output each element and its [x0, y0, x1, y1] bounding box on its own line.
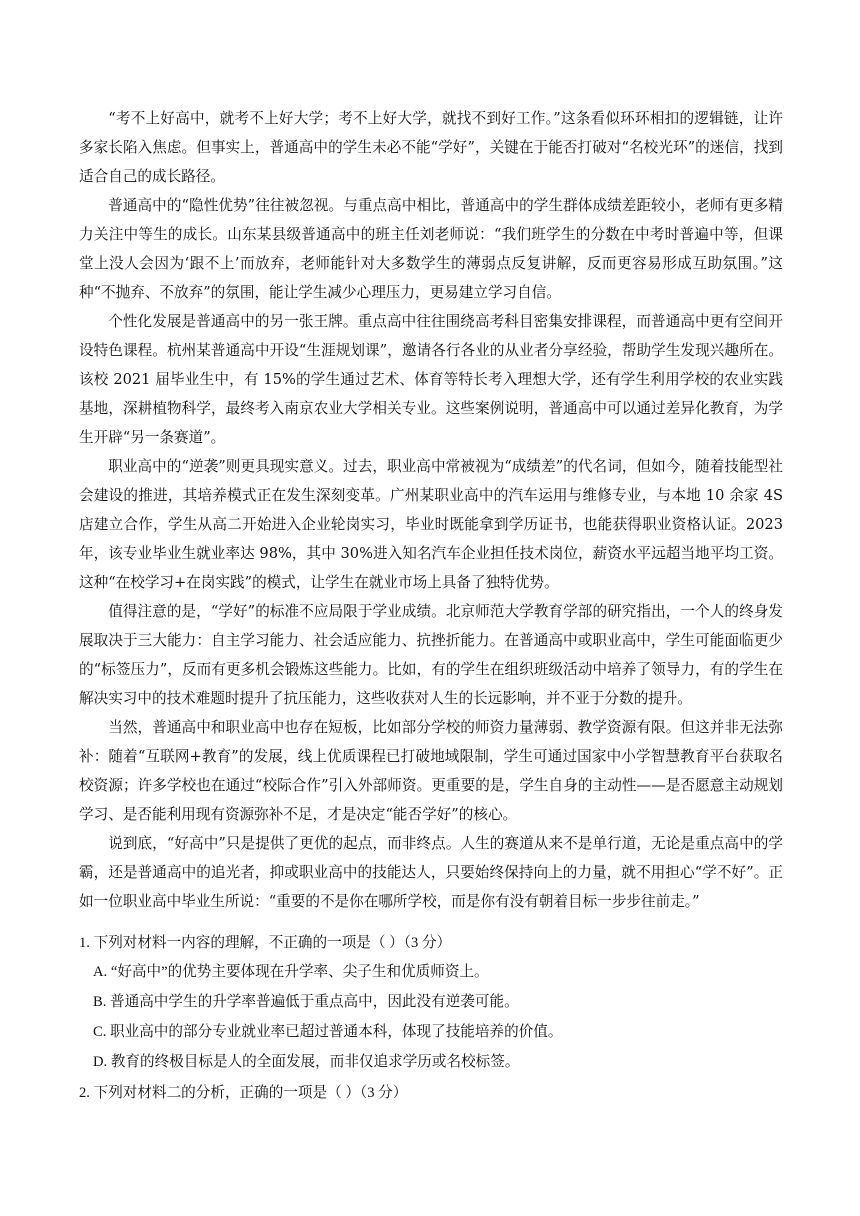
question-2-stem: 2. 下列对材料二的分析，正确的一项是（ ）（3 分） [79, 1085, 408, 1101]
question-1-option-b: B. 普通高中学生的升学率普遍低于重点高中，因此没有逆袭可能。 [93, 994, 519, 1010]
passage-paragraph: 职业高中的“逆袭”则更具现实意义。过去，职业高中常被视为“成绩差”的代名词，但如今，随着技能型社会建设的推进，其培养模式正在发生深刻变革。广州某职业高中的汽车运用与维修专业，与本地 10 余家 4S 店建立合作，学生从高二开始进入企业轮岗实习，毕业时既能拿到学历证书，也能获得职业资格认证。2023 年，该专业毕业生就业率达 98%，其中 30%进入知名汽车企业担任技术岗位，薪资水平远超当地平均工资。这种“在校学习+在岗实践”的模式，让学生在就业市场上具备了独特优势。 [79, 458, 783, 591]
question-1-option-a: A. “好高中”的优势主要体现在升学率、尖子生和优质师资上。 [93, 964, 489, 980]
passage-paragraph: “考不上好高中，就考不上好大学；考不上好大学，就找不到好工作。”这条看似环环相扣的逻辑链，让许多家长陷入焦虑。但事实上，普通高中的学生未必不能“学好”，关键在于能否打破对“名校光环”的迷信，找到适合自己的成长路径。 [79, 110, 783, 185]
passage-paragraph: 说到底，“好高中”只是提供了更优的起点，而非终点。人生的赛道从来不是单行道，无论是重点高中的学霸，还是普通高中的追光者，抑或职业高中的技能达人，只要始终保持向上的力量，就不用担心“学不好”。正如一位职业高中毕业生所说：“重要的不是你在哪所学校，而是你有没有朝着目标一步步往前走。” [79, 835, 783, 910]
passage-paragraph: 个性化发展是普通高中的另一张王牌。重点高中往往围绕高考科目密集安排课程，而普通高中更有空间开设特色课程。杭州某普通高中开设“生涯规划课”，邀请各行各业的从业者分享经验，帮助学生发现兴趣所在。该校 2021 届毕业生中，有 15%的学生通过艺术、体育等特长考入理想大学，还有学生利用学校的农业实践基地，深耕植物科学，最终考入南京农业大学相关专业。这些案例说明，普通高中可以通过差异化教育，为学生开辟“另一条赛道”。 [79, 313, 783, 446]
passage-paragraph: 值得注意的是，“学好”的标准不应局限于学业成绩。北京师范大学教育学部的研究指出，一个人的终身发展取决于三大能力：自主学习能力、社会适应能力、抗挫折能力。在普通高中或职业高中，学生可能面临更少的“标签压力”，反而有更多机会锻炼这些能力。比如，有的学生在组织班级活动中培养了领导力，有的学生在解决实习中的技术难题时提升了抗压能力，这些收获对人生的长远影响，并不亚于分数的提升。 [79, 603, 783, 707]
question-1-option-c: C. 职业高中的部分专业就业率已超过普通本科，体现了技能培养的价值。 [93, 1024, 563, 1040]
passage-paragraph: 普通高中的“隐性优势”往往被忽视。与重点高中相比，普通高中的学生群体成绩差距较小，老师有更多精力关注中等生的成长。山东某县级普通高中的班主任刘老师说：“我们班学生的分数在中考时普遍中等，但课堂上没人会因为‘跟不上’而放弃，老师能针对大多数学生的薄弱点反复讲解，反而更容易形成互助氛围。”这种“不抛弃、不放弃”的氛围，能让学生减少心理压力，更易建立学习自信。 [79, 197, 783, 301]
passage-paragraph: 当然，普通高中和职业高中也存在短板，比如部分学校的师资力量薄弱、教学资源有限。但这并非无法弥补：随着“互联网+教育”的发展，线上优质课程已打破地域限制，学生可通过国家中小学智慧教育平台获取名校资源；许多学校也在通过“校际合作”引入外部师资。更重要的是，学生自身的主动性——是否愿意主动规划学习、是否能利用现有资源弥补不足，才是决定“能否学好”的核心。 [79, 719, 783, 823]
question-1-option-d: D. 教育的终极目标是人的全面发展，而非仅追求学历或名校标签。 [93, 1054, 520, 1070]
question-1-stem: 1. 下列对材料一内容的理解，不正确的一项是（ ）（3 分） [79, 935, 452, 951]
